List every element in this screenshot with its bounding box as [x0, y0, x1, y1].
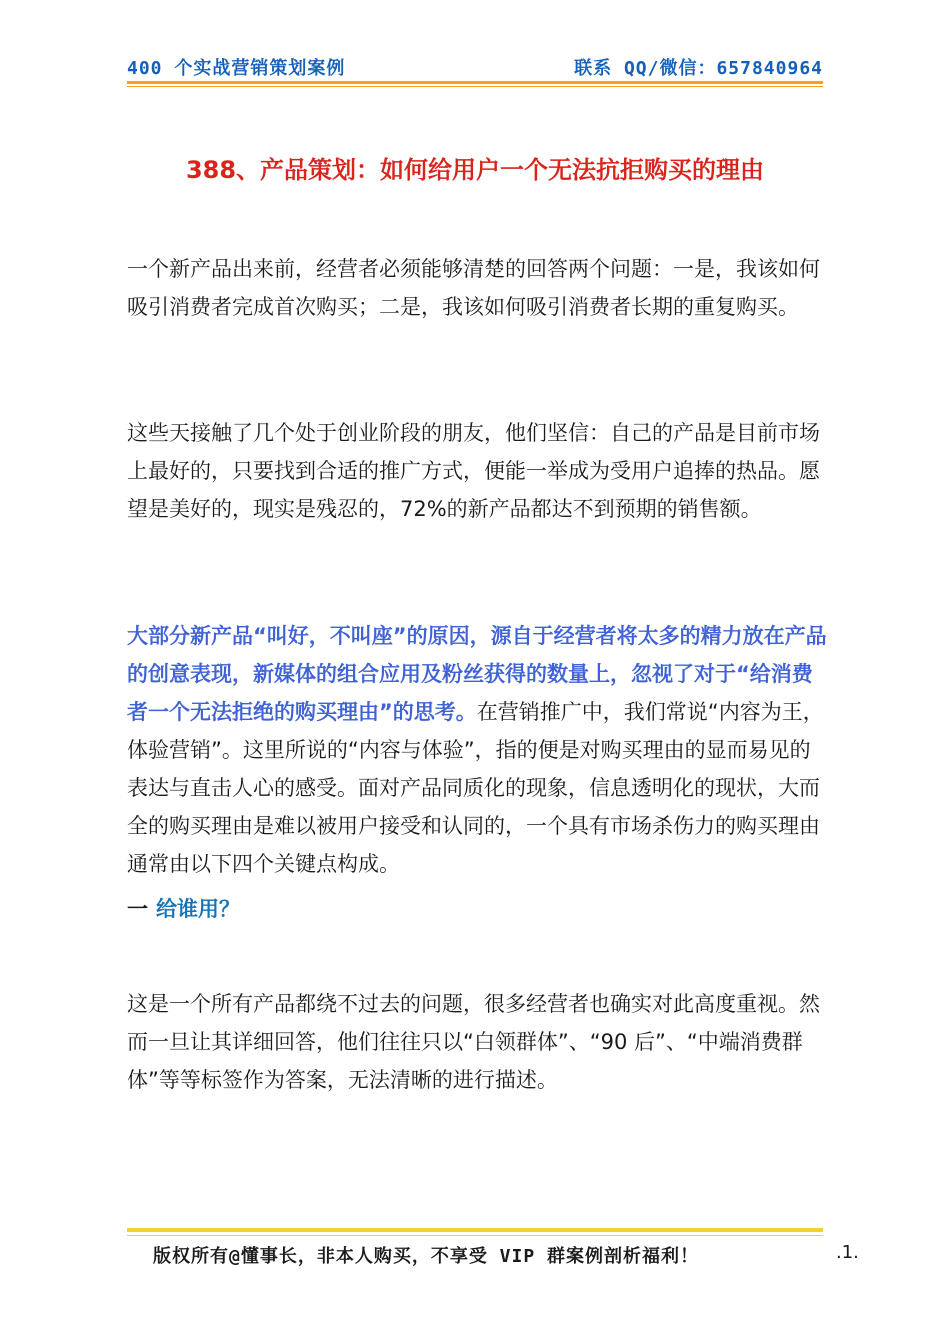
header-series-title: 400 个实战营销策划案例: [127, 58, 346, 79]
emphasized-text: 大部分新产品“叫好，不叫座”的原因，源自于经营者将太多的精力放在产品的创意表现，新媒体的组合应用及粉丝获得的数量上，忽视了对于“给消费者一个无法拒绝的购买理由”的思考。: [127, 624, 827, 724]
section-heading: [127, 893, 240, 923]
footer-divider-thin: [127, 1235, 823, 1236]
header-divider: [127, 81, 823, 84]
page-header: [127, 52, 823, 80]
footer-divider: [127, 1228, 823, 1232]
header-divider-thin: [127, 86, 823, 87]
header-contact: 联系 QQ/微信：657840964: [574, 58, 823, 79]
footer-copyright: 版权所有@懂事长，非本人购买，不享受 VIP 群案例剖析福利！: [153, 1246, 700, 1267]
paragraph-target-users: 这是一个所有产品都绕不过去的问题，很多经营者也确实对此高度重视。然而一旦让其详细回答，他们往往只以“白领群体”、“90 后”、“中端消费群体”等等标签作为答案，无法清晰的进行描述。: [127, 992, 820, 1092]
paragraph-analysis-rest: 在营销推广中，我们常说“内容为王，体验营销”。这里所说的“内容与体验”，指的便是对购买理由的显而易见的表达与直击人心的感受。面对产品同质化的现象，信息透明化的现状，大而全的购买理由是难以被用户接受和认同的，一个具有市场杀伤力的购买理由通常由以下四个关键点构成。: [127, 700, 824, 876]
section-heading-label: 给谁用？: [156, 897, 240, 921]
document-title: 388、产品策划：如何给用户一个无法抗拒购买的理由: [185, 156, 765, 184]
paragraph-intro: 一个新产品出来前，经营者必须能够清楚的回答两个问题：一是，我该如何吸引消费者完成首次购买；二是，我该如何吸引消费者长期的重复购买。: [127, 257, 820, 319]
section-number: 一: [127, 897, 148, 921]
page-number: .1.: [836, 1242, 859, 1263]
paragraph-analysis: [127, 617, 827, 883]
paragraph-context: 这些天接触了几个处于创业阶段的朋友，他们坚信：自己的产品是目前市场上最好的，只要找到合适的推广方式，便能一举成为受用户追捧的热品。愿望是美好的，现实是残忍的，72%的新产品都达不到预期的销售额。: [127, 421, 820, 521]
